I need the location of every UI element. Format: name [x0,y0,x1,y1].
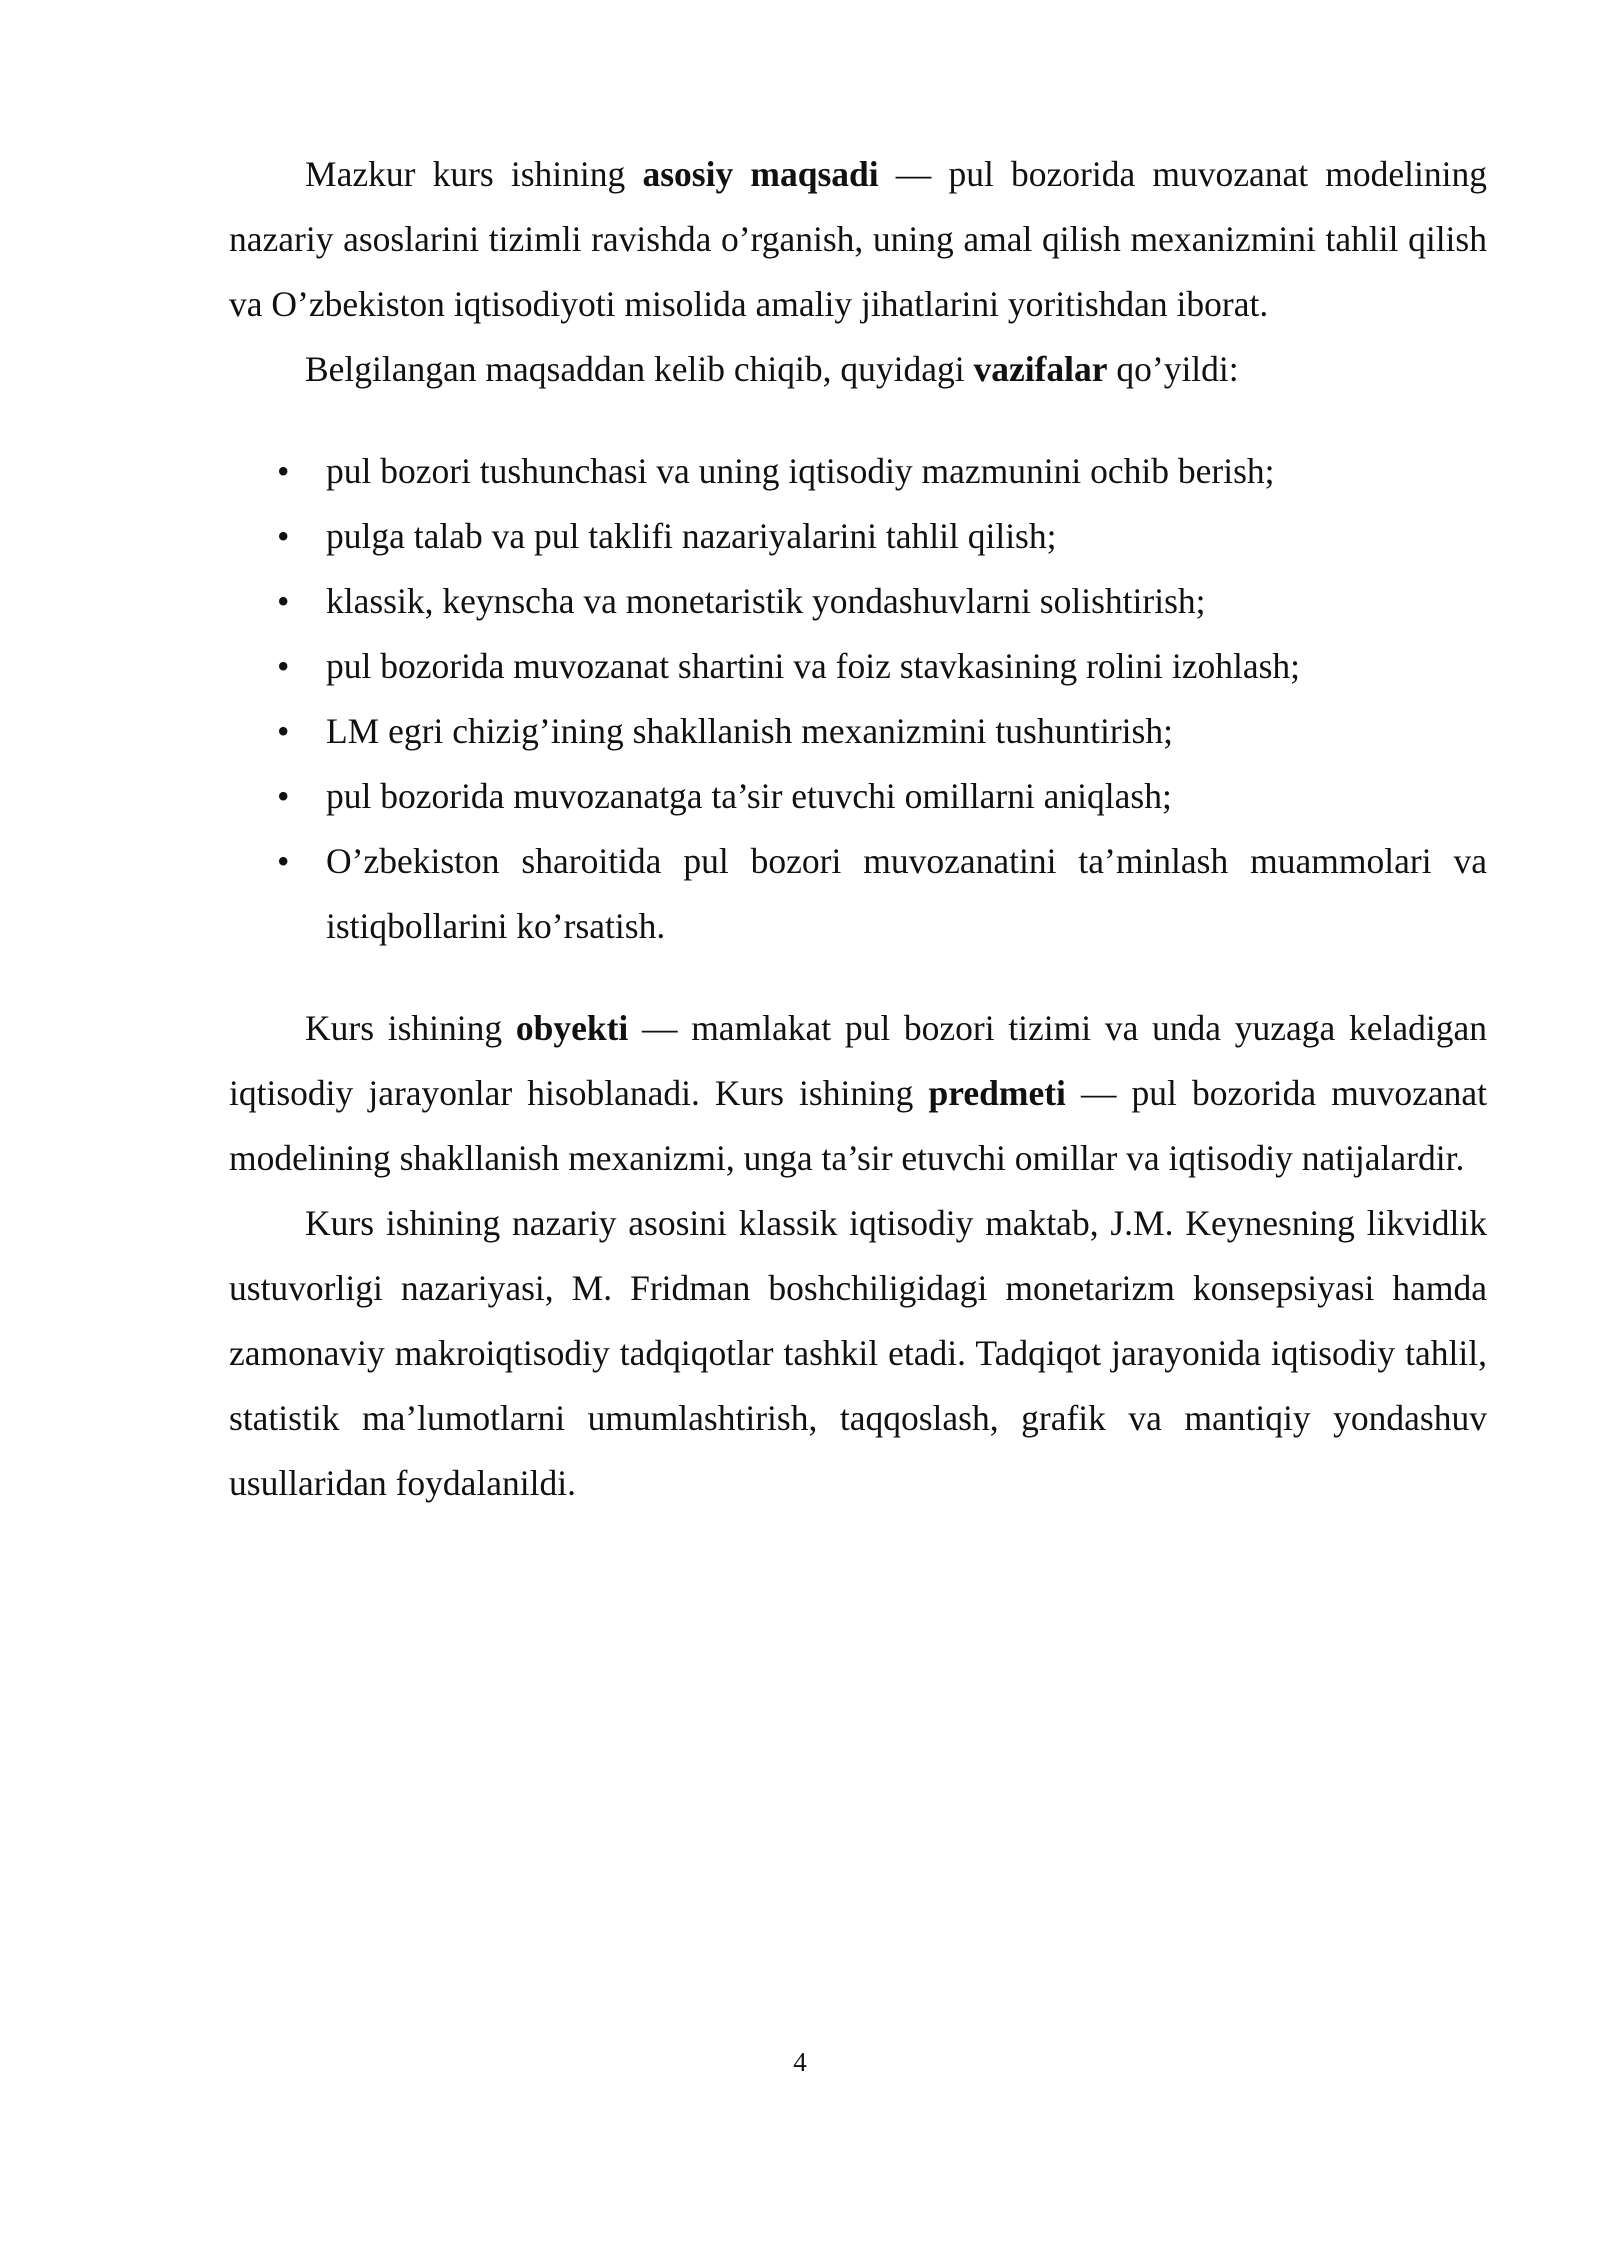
task-list-item [229,504,1487,569]
bullet-icon: • [277,451,290,491]
paragraph-tasks-intro [229,337,1487,402]
bullet-icon: • [277,776,290,816]
paragraph-object-subject [229,996,1487,1191]
bullet-icon: • [277,581,290,621]
paragraph-text: Mazkur kurs ishining [305,154,643,194]
paragraph-text: — pul bozorida muvozanat modelining shakllanish mexanizmi, unga ta’sir etuvchi omillar va iqtisodiy natijalardir. [229,1073,1487,1178]
task-text: pul bozori tushunchasi va uning iqtisodiy mazmunini ochib berish; [326,451,1275,491]
bold-term-subject: predmeti [928,1073,1066,1113]
task-list-item [229,569,1487,634]
task-list-item [229,764,1487,829]
paragraph-theoretical-basis [229,1191,1487,1516]
task-list [229,439,1487,959]
task-text: klassik, keynscha va monetaristik yondashuvlarni solishtirish; [326,581,1206,621]
task-text: pul bozorida muvozanat shartini va foiz stavkasining rolini izohlash; [326,646,1301,686]
bold-term-main-goal: asosiy maqsadi [642,154,879,194]
paragraph-text: — mamlakat pul bozori tizimi va unda yuzaga keladigan iqtisodiy jarayonlar hisoblanadi. Kurs ishining [229,1008,1487,1113]
bold-term-object: obyekti [515,1008,629,1048]
task-text: LM egri chizig’ining shakllanish mexanizmini tushuntirish; [326,711,1173,751]
task-list-item [229,699,1487,764]
paragraph-purpose [229,142,1487,337]
paragraph-text: Kurs ishining nazariy asosini klassik iqtisodiy maktab, J.M. Keynesning likvidlik ustuvorligi nazariyasi, M. Fridman boshchiligidagi monetarizm konsepsiyasi hamda zamonaviy makroiqtisodiy tadqiqotlar tashkil etadi. Tadqiqot jarayonida iqtisodiy tahlil, statistik ma’lumotlarni umumlashtirish, taqqoslash, grafik va mantiqiy yondashuv usullaridan foydalanildi. [229,1203,1487,1503]
page-number: 4 [793,2047,807,2077]
task-text: O’zbekiston sharoitida pul bozori muvozanatini ta’minlash muammolari va istiqbollarini ko’rsatish. [326,841,1487,946]
paragraph-text: Kurs ishining [305,1008,516,1048]
task-list-item [229,634,1487,699]
bullet-icon: • [277,841,290,881]
paragraph-text: qo’yildi: [1107,349,1239,389]
bullet-icon: • [277,711,290,751]
task-list-item [229,829,1487,959]
bullet-icon: • [277,516,290,556]
task-list-item [229,439,1487,504]
task-text: pul bozorida muvozanatga ta’sir etuvchi omillarni aniqlash; [326,776,1172,816]
bullet-icon: • [277,646,290,686]
paragraph-text: Belgilangan maqsaddan kelib chiqib, quyidagi [305,349,974,389]
bold-term-tasks: vazifalar [973,349,1108,389]
paragraph-text: — pul bozorida muvozanat modelining nazariy asoslarini tizimli ravishda o’rganish, uning amal qilish mexanizmini tahlil qilish va O’zbekiston iqtisodiyoti misolida amaliy jihatlarini yoritishdan iborat. [229,154,1487,324]
page-content [229,142,1487,1516]
task-text: pulga talab va pul taklifi nazariyalarini tahlil qilish; [326,516,1057,556]
